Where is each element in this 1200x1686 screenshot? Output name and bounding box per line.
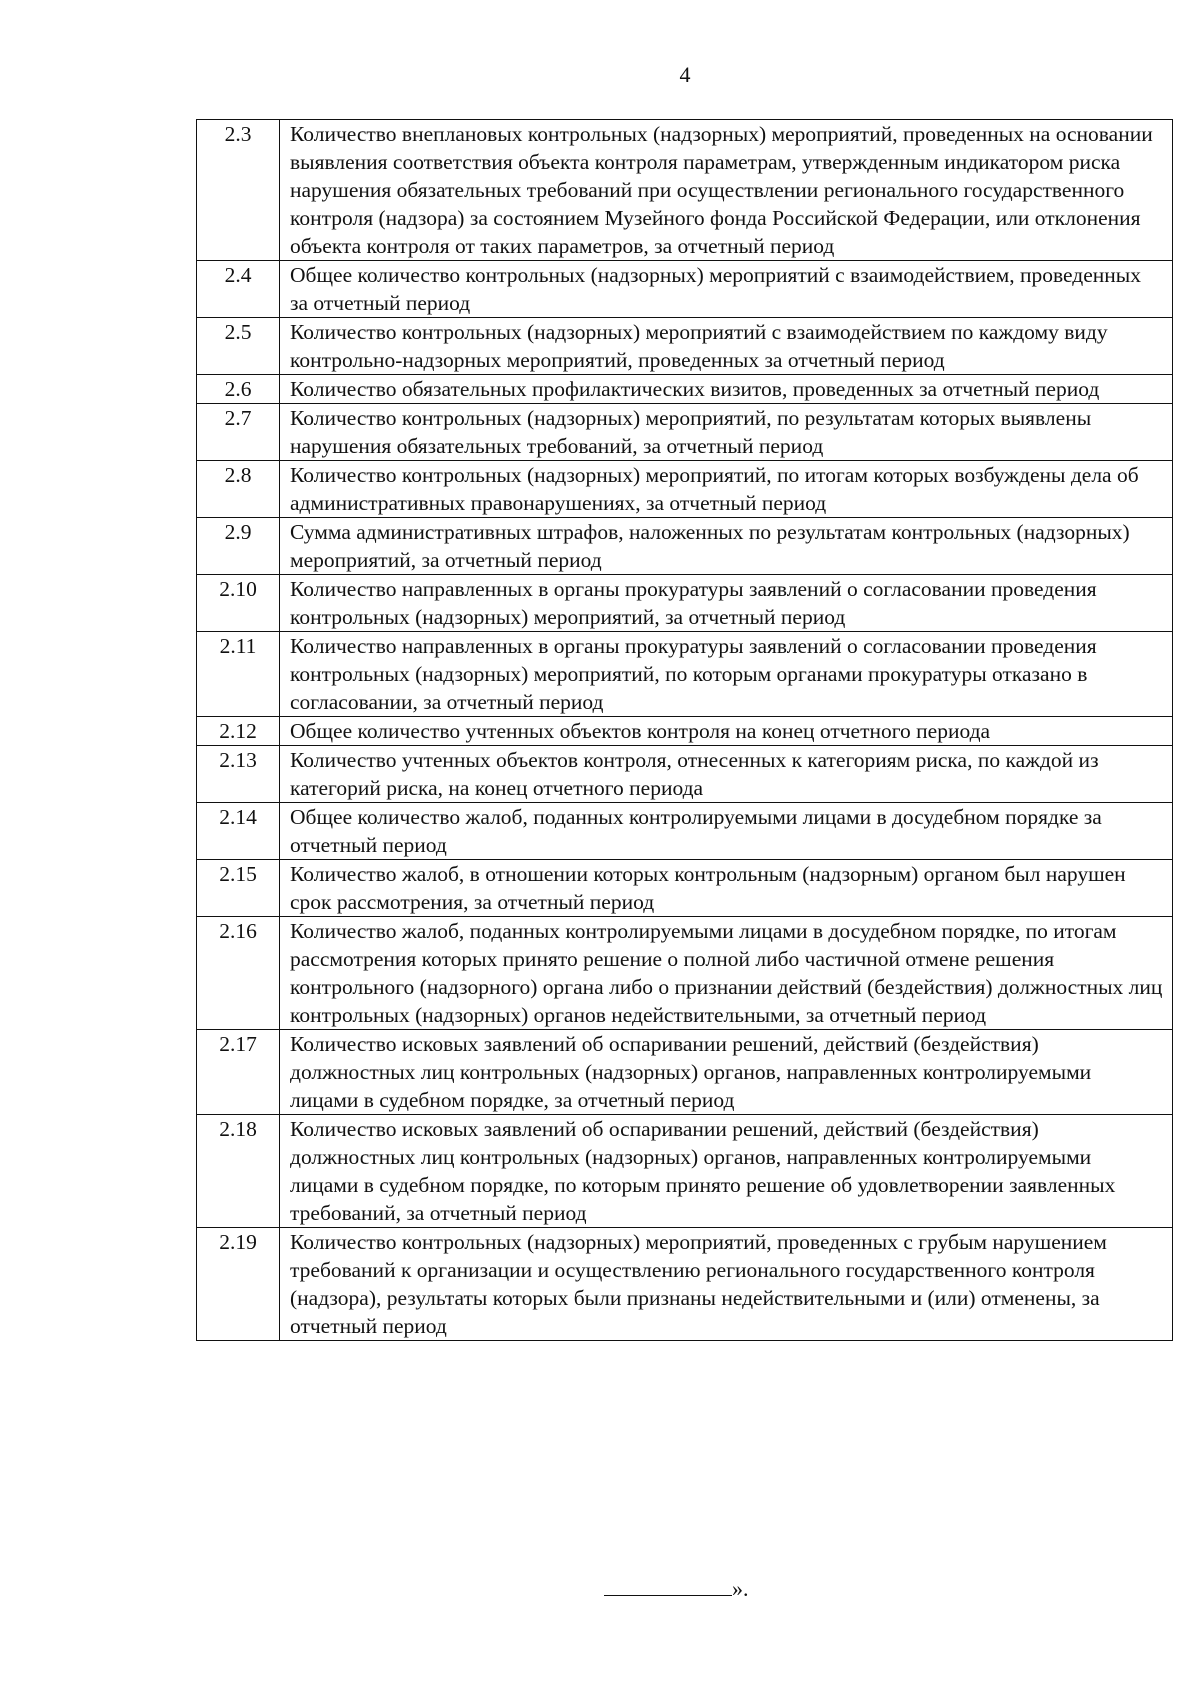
row-number: 2.3 bbox=[197, 120, 280, 261]
row-description: Количество контрольных (надзорных) мероприятий, проведенных с грубым нарушением требований к организации и осуществлению регионального государственного контроля (надзора), результаты которых были признаны недействительными и (или) отменены, за отчетный период bbox=[280, 1228, 1173, 1341]
row-description: Количество контрольных (надзорных) мероприятий с взаимодействием по каждому виду контрольно-надзорных мероприятий, проведенных за отчетный период bbox=[280, 318, 1173, 375]
row-number: 2.14 bbox=[197, 803, 280, 860]
table-row bbox=[197, 1030, 1173, 1115]
row-description: Общее количество учтенных объектов контроля на конец отчетного периода bbox=[280, 717, 1173, 746]
table-row bbox=[197, 803, 1173, 860]
indicators-table-body bbox=[197, 120, 1173, 1341]
row-description: Количество исковых заявлений об оспаривании решений, действий (бездействия) должностных лиц контрольных (надзорных) органов, направленных контролируемыми лицами в судебном порядке, по которым принято решение об удовлетворении заявленных требований, за отчетный период bbox=[280, 1115, 1173, 1228]
row-number: 2.10 bbox=[197, 575, 280, 632]
row-description: Количество внеплановых контрольных (надзорных) мероприятий, проведенных на основании выявления соответствия объекта контроля параметрам, утвержденным индикатором риска нарушения обязательных требований при осуществлении регионального государственного контроля (надзора) за состоянием Музейного фонда Российской Федерации, или отклонения объекта контроля от таких параметров, за отчетный период bbox=[280, 120, 1173, 261]
table-row bbox=[197, 318, 1173, 375]
table-row bbox=[197, 1115, 1173, 1228]
row-number: 2.9 bbox=[197, 518, 280, 575]
page-number: 4 bbox=[679, 62, 691, 87]
row-number: 2.7 bbox=[197, 404, 280, 461]
row-description: Общее количество жалоб, поданных контролируемыми лицами в досудебном порядке за отчетный период bbox=[280, 803, 1173, 860]
table-row bbox=[197, 404, 1173, 461]
row-description: Количество обязательных профилактических визитов, проведенных за отчетный период bbox=[280, 375, 1173, 404]
row-number: 2.6 bbox=[197, 375, 280, 404]
row-number: 2.18 bbox=[197, 1115, 280, 1228]
row-description: Количество контрольных (надзорных) мероприятий, по итогам которых возбуждены дела об административных правонарушениях, за отчетный период bbox=[280, 461, 1173, 518]
row-description: Общее количество контрольных (надзорных) мероприятий с взаимодействием, проведенных за отчетный период bbox=[280, 261, 1173, 318]
row-description: Количество учтенных объектов контроля, отнесенных к категориям риска, по каждой из категорий риска, на конец отчетного периода bbox=[280, 746, 1173, 803]
table-row bbox=[197, 120, 1173, 261]
row-number: 2.12 bbox=[197, 717, 280, 746]
table-row bbox=[197, 860, 1173, 917]
table-row bbox=[197, 1228, 1173, 1341]
table-row bbox=[197, 461, 1173, 518]
table-row bbox=[197, 575, 1173, 632]
row-number: 2.5 bbox=[197, 318, 280, 375]
row-number: 2.11 bbox=[197, 632, 280, 717]
closing-underline bbox=[604, 1575, 732, 1596]
row-number: 2.17 bbox=[197, 1030, 280, 1115]
row-description: Количество направленных в органы прокуратуры заявлений о согласовании проведения контрольных (надзорных) мероприятий, за отчетный период bbox=[280, 575, 1173, 632]
row-number: 2.4 bbox=[197, 261, 280, 318]
row-description: Количество жалоб, в отношении которых контрольным (надзорным) органом был нарушен срок рассмотрения, за отчетный период bbox=[280, 860, 1173, 917]
table-row bbox=[197, 917, 1173, 1030]
closing-quote: ». bbox=[732, 1576, 749, 1601]
closing-mark bbox=[604, 1575, 749, 1602]
row-number: 2.16 bbox=[197, 917, 280, 1030]
row-description: Сумма административных штрафов, наложенных по результатам контрольных (надзорных) мероприятий, за отчетный период bbox=[280, 518, 1173, 575]
table-row bbox=[197, 375, 1173, 404]
row-description: Количество направленных в органы прокуратуры заявлений о согласовании проведения контрольных (надзорных) мероприятий, по которым органами прокуратуры отказано в согласовании, за отчетный период bbox=[280, 632, 1173, 717]
row-number: 2.8 bbox=[197, 461, 280, 518]
table-row bbox=[197, 746, 1173, 803]
table-row bbox=[197, 632, 1173, 717]
row-description: Количество контрольных (надзорных) мероприятий, по результатам которых выявлены нарушения обязательных требований, за отчетный период bbox=[280, 404, 1173, 461]
row-description: Количество жалоб, поданных контролируемыми лицами в досудебном порядке, по итогам рассмотрения которых принято решение о полной либо частичной отмене решения контрольного (надзорного) органа либо о признании действий (бездействия) должностных лиц контрольных (надзорных) органов недействительными, за отчетный период bbox=[280, 917, 1173, 1030]
table-row bbox=[197, 717, 1173, 746]
row-number: 2.15 bbox=[197, 860, 280, 917]
indicators-table bbox=[196, 119, 1173, 1341]
row-description: Количество исковых заявлений об оспаривании решений, действий (бездействия) должностных лиц контрольных (надзорных) органов, направленных контролируемыми лицами в судебном порядке, за отчетный период bbox=[280, 1030, 1173, 1115]
table-row bbox=[197, 518, 1173, 575]
row-number: 2.13 bbox=[197, 746, 280, 803]
table-row bbox=[197, 261, 1173, 318]
row-number: 2.19 bbox=[197, 1228, 280, 1341]
